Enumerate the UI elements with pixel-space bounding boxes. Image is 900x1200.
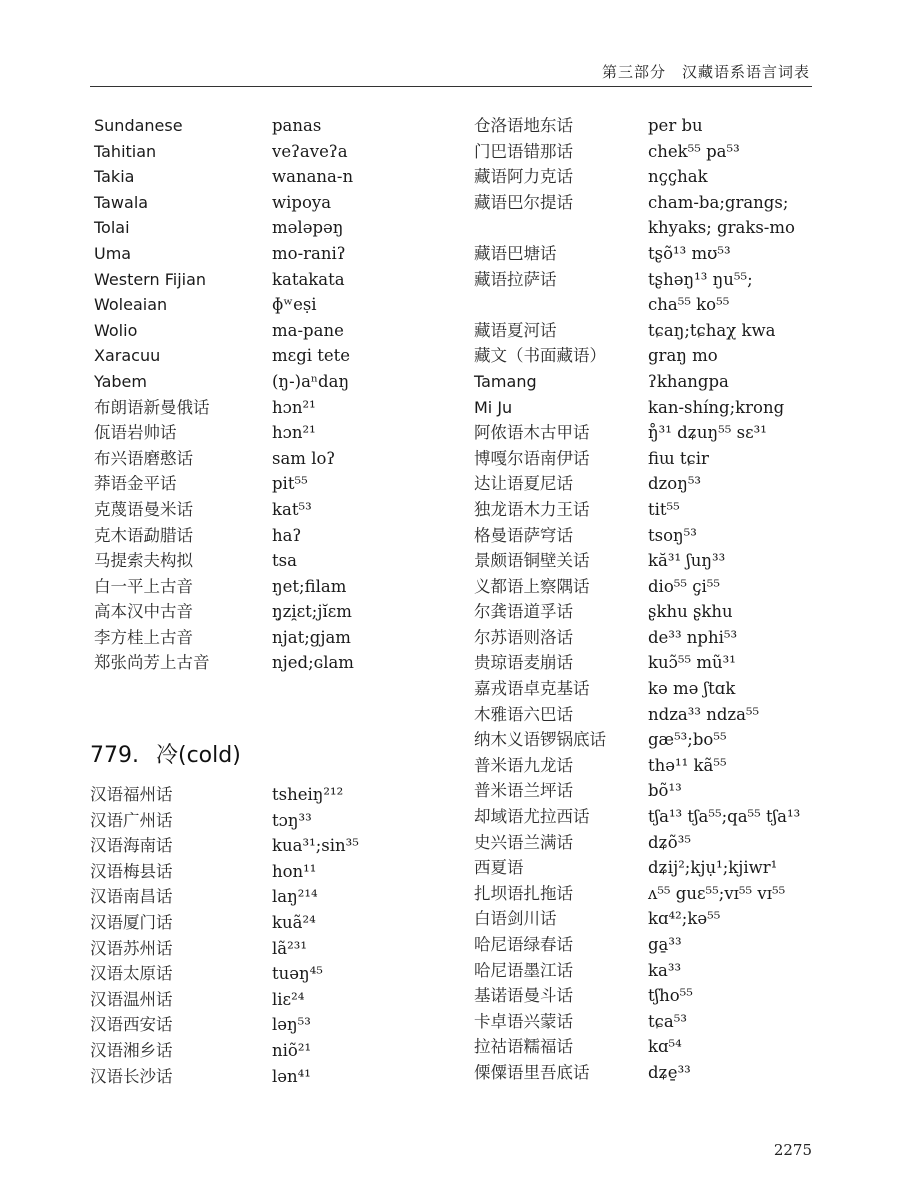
word-entry-row bbox=[94, 139, 434, 165]
word-entry-row bbox=[90, 961, 430, 987]
language-name: Mi Ju bbox=[474, 397, 513, 417]
language-name: Yabem bbox=[94, 371, 147, 391]
language-name: 西夏语 bbox=[474, 858, 524, 878]
word-entry-row bbox=[474, 241, 819, 267]
left-column-bottom bbox=[90, 782, 430, 1089]
word-entry-row bbox=[474, 778, 819, 804]
word-form: kɑ⁴²;kə⁵⁵ bbox=[648, 909, 721, 929]
word-entry-row bbox=[94, 599, 434, 625]
section-title: 冷(cold) bbox=[155, 743, 241, 768]
language-name: 汉语福州话 bbox=[90, 785, 173, 804]
word-entry-row bbox=[90, 1012, 430, 1038]
word-entry-row bbox=[474, 446, 819, 472]
word-form: ɸʷeṣi bbox=[272, 295, 317, 315]
word-form: graŋ mo bbox=[648, 346, 718, 366]
word-form: lən⁴¹ bbox=[272, 1066, 311, 1086]
word-entry-row bbox=[90, 782, 430, 808]
word-entry-row bbox=[474, 727, 819, 753]
language-name: Tawala bbox=[94, 192, 149, 212]
language-name: 尔苏语则洛话 bbox=[474, 627, 573, 647]
language-name: 仓洛语地东话 bbox=[474, 116, 573, 135]
word-entry-row bbox=[474, 983, 819, 1009]
word-form: katakata bbox=[272, 269, 345, 289]
language-name: 汉语苏州话 bbox=[90, 938, 173, 958]
word-entry-row bbox=[474, 139, 819, 165]
language-name: 贵琼语麦崩话 bbox=[474, 653, 573, 673]
word-form: sam loʔ bbox=[272, 448, 336, 468]
word-form: laŋ²¹⁴ bbox=[272, 887, 318, 907]
word-form: tʃho⁵⁵ bbox=[648, 986, 693, 1006]
word-form: tsheiŋ²¹² bbox=[272, 785, 344, 804]
word-entry-row bbox=[94, 650, 434, 676]
word-form: ŋet;filam bbox=[272, 576, 347, 596]
word-form: thə¹¹ kã⁵⁵ bbox=[648, 755, 727, 775]
word-form: veʔaveʔa bbox=[272, 141, 348, 161]
word-entry-row bbox=[90, 1038, 430, 1064]
word-form: wanana-n bbox=[272, 167, 354, 187]
word-form: mɛgi tete bbox=[272, 346, 351, 366]
word-form: bõ¹³ bbox=[648, 781, 682, 801]
word-entry-row bbox=[474, 318, 819, 344]
word-entry-row bbox=[474, 1034, 819, 1060]
word-entry-row bbox=[474, 1009, 819, 1035]
word-form: panas bbox=[272, 116, 322, 135]
language-name: 却域语尤拉西话 bbox=[474, 807, 590, 827]
language-name: Tolai bbox=[94, 218, 130, 238]
word-entry-row bbox=[94, 318, 434, 344]
language-name: 门巴语错那话 bbox=[474, 141, 573, 161]
word-form: njat;gjam bbox=[272, 627, 351, 647]
language-name: 格曼语萨穹话 bbox=[474, 525, 573, 545]
word-form: kan-shíng;krong bbox=[648, 397, 785, 417]
word-entry-row bbox=[474, 958, 819, 984]
language-name: Woleaian bbox=[94, 295, 168, 315]
word-entry-row bbox=[474, 881, 819, 907]
word-entry-row bbox=[94, 446, 434, 472]
word-entry-row bbox=[90, 833, 430, 859]
language-name: 史兴语兰满话 bbox=[474, 832, 573, 852]
language-name: 哈尼语墨江话 bbox=[474, 960, 573, 980]
language-name: 汉语西安话 bbox=[90, 1015, 173, 1035]
word-form: niõ²¹ bbox=[272, 1040, 312, 1060]
language-name: 克蔑语曼米话 bbox=[94, 499, 193, 519]
language-name: 义都语上察隅话 bbox=[474, 576, 590, 596]
word-form: tɕaŋ;tɕhaχ kwa bbox=[648, 320, 776, 340]
word-entry-row bbox=[94, 471, 434, 497]
word-form: njed;ɢlam bbox=[272, 653, 354, 673]
language-name: Uma bbox=[94, 243, 132, 263]
language-name: 藏语阿力克话 bbox=[474, 167, 573, 187]
word-form: tɔŋ³³ bbox=[272, 810, 312, 830]
word-entry-row bbox=[474, 906, 819, 932]
language-name: Western Fijian bbox=[94, 269, 207, 289]
word-entry-row bbox=[474, 932, 819, 958]
language-name: 汉语长沙话 bbox=[90, 1066, 173, 1086]
word-form: ləŋ⁵³ bbox=[272, 1015, 311, 1035]
word-form: haʔ bbox=[272, 525, 302, 545]
word-form: pit⁵⁵ bbox=[272, 474, 308, 494]
word-entry-row bbox=[94, 241, 434, 267]
section-number: 779. bbox=[90, 743, 139, 768]
word-form: per bu bbox=[648, 116, 703, 135]
header-rule bbox=[90, 86, 812, 87]
language-name: 汉语梅县话 bbox=[90, 861, 173, 881]
word-entry-row bbox=[474, 190, 819, 216]
language-name: 郑张尚芳上古音 bbox=[94, 653, 210, 673]
language-name: 汉语南昌话 bbox=[90, 887, 173, 907]
word-form: tuəŋ⁴⁵ bbox=[272, 964, 323, 984]
language-name: 汉语温州话 bbox=[90, 989, 173, 1009]
word-form: hɔn²¹ bbox=[272, 397, 316, 417]
language-name: 普米语九龙话 bbox=[474, 755, 573, 775]
word-form: tsoŋ⁵³ bbox=[648, 525, 697, 545]
word-form: ʂkhu ʂkhu bbox=[648, 602, 733, 622]
word-entry-row bbox=[90, 859, 430, 885]
word-form: mo-raniʔ bbox=[272, 243, 346, 263]
language-name: Takia bbox=[94, 167, 135, 187]
language-name: 汉语太原话 bbox=[90, 964, 173, 984]
language-name: Wolio bbox=[94, 320, 138, 340]
word-entry-row bbox=[474, 113, 819, 139]
word-entry-row bbox=[474, 471, 819, 497]
word-form: lã²³¹ bbox=[272, 938, 307, 958]
word-form: tit⁵⁵ bbox=[648, 499, 680, 519]
language-name: 藏语拉萨话 bbox=[474, 269, 557, 289]
word-entry-row bbox=[474, 369, 819, 395]
word-form: khyaks; graks-mo bbox=[648, 218, 795, 238]
language-name: 卡卓语兴蒙话 bbox=[474, 1011, 573, 1031]
language-name: 布兴语磨憨话 bbox=[94, 448, 193, 468]
language-name: 藏语夏河话 bbox=[474, 320, 557, 340]
word-form: cha⁵⁵ ko⁵⁵ bbox=[648, 295, 730, 315]
language-name: 基诺语曼斗话 bbox=[474, 986, 573, 1006]
word-form: ʌ⁵⁵ guɛ⁵⁵;vɪ⁵⁵ vɪ⁵⁵ bbox=[648, 883, 786, 903]
language-name: 李方桂上古音 bbox=[94, 627, 193, 647]
language-name: 汉语广州话 bbox=[90, 810, 173, 830]
word-entry-row bbox=[94, 548, 434, 574]
language-name: Sundanese bbox=[94, 116, 183, 135]
word-entry-row bbox=[474, 830, 819, 856]
word-entry-row bbox=[474, 676, 819, 702]
language-name: 拉祜语糯福话 bbox=[474, 1037, 573, 1057]
language-name: 普米语兰坪话 bbox=[474, 781, 573, 801]
language-name: 尔龚语道孚话 bbox=[474, 602, 573, 622]
word-form: (ŋ-)aⁿdaŋ bbox=[272, 371, 350, 391]
language-name: 博嘎尔语南伊话 bbox=[474, 448, 590, 468]
word-entry-row bbox=[94, 292, 434, 318]
word-form: ndza³³ ndza⁵⁵ bbox=[648, 704, 760, 724]
word-entry-row bbox=[94, 343, 434, 369]
word-form: tsa bbox=[272, 551, 297, 571]
word-form: dio⁵⁵ c̡i⁵⁵ bbox=[648, 576, 720, 596]
word-entry-row bbox=[94, 267, 434, 293]
language-name: 白一平上古音 bbox=[94, 576, 193, 596]
word-entry-row bbox=[474, 164, 819, 190]
word-entry-row bbox=[474, 292, 819, 318]
word-form: ma-pane bbox=[272, 320, 344, 340]
word-entry-row bbox=[474, 420, 819, 446]
language-name: 高本汉中古音 bbox=[94, 602, 193, 622]
word-form: dʑe̱³³ bbox=[648, 1062, 691, 1082]
word-entry-row bbox=[94, 215, 434, 241]
word-form: kă³¹ ʃuŋ³³ bbox=[648, 551, 726, 571]
language-name: 汉语湘乡话 bbox=[90, 1040, 173, 1060]
word-entry-row bbox=[90, 936, 430, 962]
word-entry-row bbox=[94, 420, 434, 446]
left-column-top bbox=[94, 113, 434, 676]
language-name: 藏语巴塘话 bbox=[474, 243, 557, 263]
word-form: liɛ²⁴ bbox=[272, 989, 305, 1009]
word-entry-row bbox=[474, 702, 819, 728]
word-entry-row bbox=[90, 884, 430, 910]
word-form: chek⁵⁵ pa⁵³ bbox=[648, 141, 740, 161]
word-entry-row bbox=[90, 808, 430, 834]
language-name: 克木语勐腊话 bbox=[94, 525, 193, 545]
word-form: gæ⁵³;bo⁵⁵ bbox=[648, 730, 727, 750]
word-entry-row bbox=[474, 215, 819, 241]
language-name: 汉语海南话 bbox=[90, 836, 173, 856]
word-form: ga̱³³ bbox=[648, 935, 682, 954]
word-entry-row bbox=[94, 113, 434, 139]
language-name: 哈尼语绿春话 bbox=[474, 935, 573, 954]
word-entry-row bbox=[94, 523, 434, 549]
word-entry-row bbox=[90, 910, 430, 936]
section-heading bbox=[90, 738, 241, 769]
language-name: 阿侬语木古甲话 bbox=[474, 423, 590, 443]
language-name: 马提索夫构拟 bbox=[94, 551, 193, 571]
word-form: kat⁵³ bbox=[272, 499, 312, 519]
word-entry-row bbox=[474, 625, 819, 651]
word-entry-row bbox=[90, 987, 430, 1013]
word-form: dʑij²;kjụ¹;kjiwr¹ bbox=[648, 858, 778, 878]
word-entry-row bbox=[94, 574, 434, 600]
word-entry-row bbox=[474, 497, 819, 523]
word-form: tʂhəŋ¹³ ŋu⁵⁵; bbox=[648, 269, 753, 289]
word-form: tɕa⁵³ bbox=[648, 1011, 687, 1031]
language-name: 傈僳语里吾底话 bbox=[474, 1062, 590, 1082]
word-form: de³³ nphi⁵³ bbox=[648, 627, 738, 647]
word-form: tʂõ¹³ mʊ⁵³ bbox=[648, 243, 731, 263]
word-form: kuɔ̃⁵⁵ mũ³¹ bbox=[648, 653, 736, 673]
word-form: dʑõ³⁵ bbox=[648, 832, 691, 852]
language-name: 木雅语六巴话 bbox=[474, 704, 573, 724]
word-form: dzoŋ⁵³ bbox=[648, 474, 702, 494]
word-entry-row bbox=[90, 1064, 430, 1090]
word-form: ŋ̣zi̯ɛt;jĭɛm bbox=[272, 602, 352, 622]
language-name: 汉语厦门话 bbox=[90, 912, 173, 932]
language-name: 嘉戎语卓克基话 bbox=[474, 679, 590, 699]
word-entry-row bbox=[94, 625, 434, 651]
word-entry-row bbox=[474, 650, 819, 676]
page-number: 2275 bbox=[773, 1141, 812, 1159]
word-form: cham-ba;grangs; bbox=[648, 192, 789, 212]
language-name: Xaracuu bbox=[94, 346, 161, 366]
word-form: wipoya bbox=[272, 192, 332, 212]
word-entry-row bbox=[94, 497, 434, 523]
word-entry-row bbox=[474, 1060, 819, 1086]
language-name: 扎坝语扎拖话 bbox=[474, 883, 573, 903]
word-form: nc̡c̡hak bbox=[648, 167, 708, 187]
word-form: hɔn²¹ bbox=[272, 423, 316, 443]
language-name: 景颇语铜壁关话 bbox=[474, 551, 590, 571]
word-entry-row bbox=[474, 574, 819, 600]
language-name: 白语剑川话 bbox=[474, 909, 557, 929]
word-entry-row bbox=[474, 523, 819, 549]
right-column bbox=[474, 113, 819, 1086]
word-form: hon¹¹ bbox=[272, 861, 317, 881]
language-name: 纳木义语锣锅底话 bbox=[474, 730, 606, 750]
word-form: ka³³ bbox=[648, 960, 682, 980]
word-form: kɑ⁵⁴ bbox=[648, 1037, 682, 1057]
language-name: 藏语巴尔提话 bbox=[474, 192, 573, 212]
word-entry-row bbox=[474, 599, 819, 625]
word-entry-row bbox=[474, 267, 819, 293]
language-name: 佤语岩帅话 bbox=[94, 423, 177, 443]
word-form: kə mə ʃtɑk bbox=[648, 679, 736, 699]
language-name: 独龙语木力王话 bbox=[474, 499, 590, 519]
word-entry-row bbox=[474, 753, 819, 779]
language-name: 达让语夏尼话 bbox=[474, 474, 573, 494]
language-name: 藏文（书面藏语） bbox=[474, 346, 606, 366]
language-name: 布朗语新曼俄话 bbox=[94, 397, 210, 417]
word-entry-row bbox=[94, 395, 434, 421]
word-form: kuã²⁴ bbox=[272, 912, 316, 932]
word-entry-row bbox=[474, 395, 819, 421]
word-entry-row bbox=[474, 343, 819, 369]
word-entry-row bbox=[474, 855, 819, 881]
word-entry-row bbox=[474, 804, 819, 830]
word-entry-row bbox=[94, 164, 434, 190]
language-name: 莽语金平话 bbox=[94, 474, 177, 494]
running-header: 第三部分 汉藏语系语言词表 bbox=[601, 63, 810, 81]
language-name: Tamang bbox=[474, 371, 537, 391]
word-form: ʔkhangpa bbox=[648, 371, 729, 391]
word-form: kua³¹;sin³⁵ bbox=[272, 836, 359, 856]
word-entry-row bbox=[474, 548, 819, 574]
word-form: fiɯ tɕir bbox=[648, 448, 709, 468]
word-entry-row bbox=[94, 369, 434, 395]
word-entry-row bbox=[94, 190, 434, 216]
language-name: Tahitian bbox=[94, 141, 157, 161]
word-form: ŋ̊³¹ dʑuŋ⁵⁵ sɛ³¹ bbox=[648, 423, 767, 443]
word-form: tʃa¹³ tʃa⁵⁵;qa⁵⁵ tʃa¹³ bbox=[648, 807, 801, 827]
word-form: mələpəŋ bbox=[272, 218, 344, 238]
